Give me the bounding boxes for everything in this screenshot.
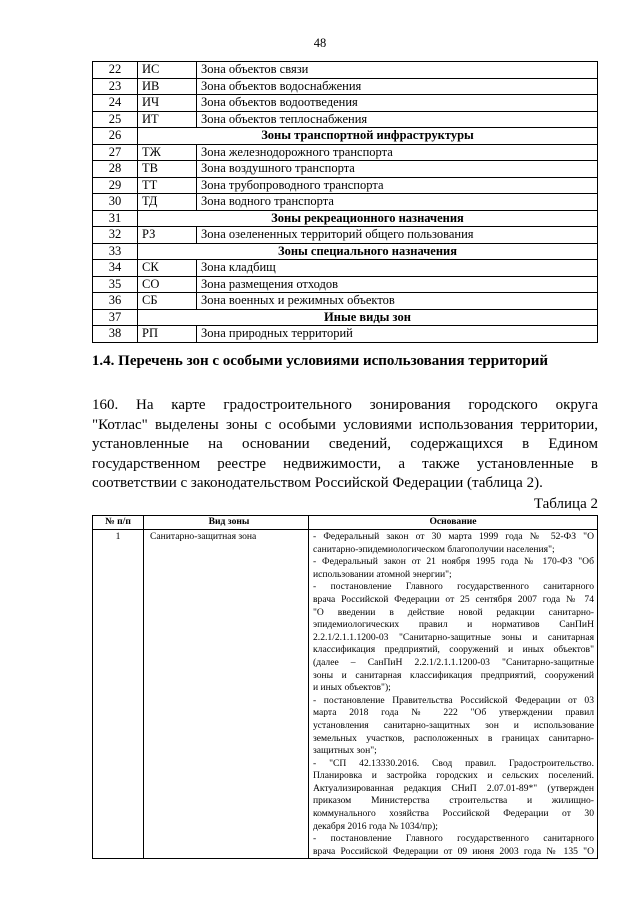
- zones-table: [92, 61, 598, 343]
- zone-code: СБ: [138, 293, 197, 310]
- header-basis: Основание: [309, 516, 598, 530]
- table-row: [93, 326, 598, 343]
- basis-line: Актуализированная редакция СНиП 2.07.01-89*" (утвержден: [313, 782, 594, 794]
- zone-group-title: Зоны специального назначения: [138, 243, 598, 260]
- basis-line: - Федеральный закон от 21 ноября 1995 года № 170-ФЗ "Об: [313, 556, 594, 568]
- basis-line: - постановление Правительства Российской Федерации от 03: [313, 694, 594, 706]
- row-number: 38: [93, 326, 138, 343]
- basis-line: земельных участков, расположенных в границах санитарно-: [313, 732, 594, 744]
- zone-name: Зона размещения отходов: [197, 276, 598, 293]
- table-row: [93, 293, 598, 310]
- row-number: 26: [93, 128, 138, 145]
- zone-name: Зона озелененных территорий общего пользования: [197, 227, 598, 244]
- row-zone-type: Санитарно-защитная зона: [144, 530, 309, 859]
- row-number: 29: [93, 177, 138, 194]
- zone-code: СК: [138, 260, 197, 277]
- paragraph-line: государственном реестре недвижимости, а также установленные в: [92, 455, 598, 472]
- row-number: 34: [93, 260, 138, 277]
- basis-line: "О введении в действие новой редакции санитарно-: [313, 606, 594, 618]
- row-number: 27: [93, 144, 138, 161]
- row-number: 36: [93, 293, 138, 310]
- basis-line: - "СП 42.13330.2016. Свод правил. Градостроительство.: [313, 757, 594, 769]
- paragraph-line: "Котлас" выделены зоны с особыми условиями использования территории,: [92, 416, 598, 433]
- basis-line: декабря 2016 года № 1034/пр);: [313, 820, 438, 832]
- row-number: 22: [93, 62, 138, 79]
- basis-line: Планировка и застройка городских и сельских поселений.: [313, 770, 594, 782]
- row-number: 35: [93, 276, 138, 293]
- zone-name: Зона трубопроводного транспорта: [197, 177, 598, 194]
- basis-line: защитных зон";: [313, 745, 377, 757]
- basis-line: врача Российской Федерации от 25 сентября 2007 года № 74: [313, 593, 594, 605]
- zone-name: Зона объектов связи: [197, 62, 598, 79]
- table-row: [93, 276, 598, 293]
- page-number: 48: [313, 36, 327, 50]
- row-basis: [309, 530, 598, 859]
- paragraph-160: [92, 396, 598, 494]
- zone-code: ТТ: [138, 177, 197, 194]
- row-number: 33: [93, 243, 138, 260]
- table-row: [93, 111, 598, 128]
- basis-line: марта 2018 года № 222 "Об утверждении правил: [313, 707, 594, 719]
- basis-line: санитарно-эпидемиологическом благополучии населения";: [313, 543, 555, 555]
- zone-name: Зона водного транспорта: [197, 194, 598, 211]
- table-row: [93, 194, 598, 211]
- basis-line: приказом Министерства строительства и жилищно-: [313, 795, 594, 807]
- table-row: [93, 78, 598, 95]
- zone-code: СО: [138, 276, 197, 293]
- basis-line: 2.2.1/2.1.1.1200-03 "Санитарно-защитные зоны и санитарная: [313, 631, 594, 643]
- row-number: 28: [93, 161, 138, 178]
- zone-name: Зона кладбищ: [197, 260, 598, 277]
- header-zone-type: Вид зоны: [144, 516, 309, 530]
- basis-line: - постановление Главного государственного санитарного: [313, 833, 594, 845]
- table-row: [93, 62, 598, 79]
- zone-group-title: Зоны транспортной инфраструктуры: [138, 128, 598, 145]
- table-row: [93, 210, 598, 227]
- basis-line: - Федеральный закон от 30 марта 1999 года № 52-ФЗ "О: [313, 531, 594, 542]
- zone-code: ИВ: [138, 78, 197, 95]
- table-row: [93, 530, 598, 859]
- header-num: № п/п: [93, 516, 144, 530]
- zone-name: Зона объектов водоотведения: [197, 95, 598, 112]
- basis-line: эпидемиологических правил и нормативов СанПиН: [313, 619, 594, 631]
- basis-line: использовании атомной энергии";: [313, 568, 452, 580]
- table-row: [93, 309, 598, 326]
- basis-line: коммунального хозяйства Российской Федерации от 30: [313, 808, 594, 820]
- basis-line: зоны и санитарная классификация предприятий, сооружений: [313, 669, 594, 681]
- paragraph-line: установленные на основании сведений, содержащихся в Едином: [92, 436, 598, 452]
- zone-name: Зона объектов теплоснабжения: [197, 111, 598, 128]
- paragraph-line: соответствии с законодательством Российской Федерации (таблица 2).: [92, 475, 543, 491]
- zone-code: ТД: [138, 194, 197, 211]
- zone-code: ТЖ: [138, 144, 197, 161]
- row-number: 31: [93, 210, 138, 227]
- zones-special-conditions-table: [92, 515, 598, 859]
- row-number: 37: [93, 309, 138, 326]
- table-row: [93, 128, 598, 145]
- row-number: 30: [93, 194, 138, 211]
- zone-group-title: Зоны рекреационного назначения: [138, 210, 598, 227]
- table-row: [93, 227, 598, 244]
- table-row: [93, 177, 598, 194]
- basis-line: и иных объектов");: [313, 682, 391, 694]
- table-header-row: [93, 516, 598, 530]
- basis-line: - постановление Главного государственного санитарного: [313, 581, 594, 593]
- row-number: 23: [93, 78, 138, 95]
- zone-group-title: Иные виды зон: [138, 309, 598, 326]
- paragraph-line: 160. На карте градостроительного зонирования городского округа: [92, 397, 598, 413]
- zone-code: РП: [138, 326, 197, 343]
- zone-code: ИТ: [138, 111, 197, 128]
- row-number: 32: [93, 227, 138, 244]
- basis-line: врача Российской Федерации от 09 июня 2003 года № 135 "О: [313, 845, 594, 857]
- zone-name: Зона объектов водоснабжения: [197, 78, 598, 95]
- zone-name: Зона военных и режимных объектов: [197, 293, 598, 310]
- row-num: 1: [93, 530, 144, 859]
- zone-name: Зона воздушного транспорта: [197, 161, 598, 178]
- table-row: [93, 243, 598, 260]
- zone-name: Зона природных территорий: [197, 326, 598, 343]
- row-number: 24: [93, 95, 138, 112]
- table-row: [93, 144, 598, 161]
- zone-code: РЗ: [138, 227, 197, 244]
- zone-code: ТВ: [138, 161, 197, 178]
- zone-code: ИЧ: [138, 95, 197, 112]
- row-number: 25: [93, 111, 138, 128]
- table-row: [93, 260, 598, 277]
- table-row: [93, 161, 598, 178]
- zone-name: Зона железнодорожного транспорта: [197, 144, 598, 161]
- basis-line: классификация предприятий, сооружений и иных объектов": [313, 644, 594, 656]
- basis-line: (далее – СанПиН 2.2.1/2.1.1.1200-03 "Санитарно-защитные: [313, 656, 594, 668]
- table-caption: Таблица 2: [533, 496, 598, 512]
- section-heading: 1.4. Перечень зон с особыми условиями использования территорий: [91, 353, 549, 369]
- table-row: [93, 95, 598, 112]
- zone-code: ИС: [138, 62, 197, 79]
- basis-line: установления санитарно-защитных зон и использование: [313, 719, 594, 731]
